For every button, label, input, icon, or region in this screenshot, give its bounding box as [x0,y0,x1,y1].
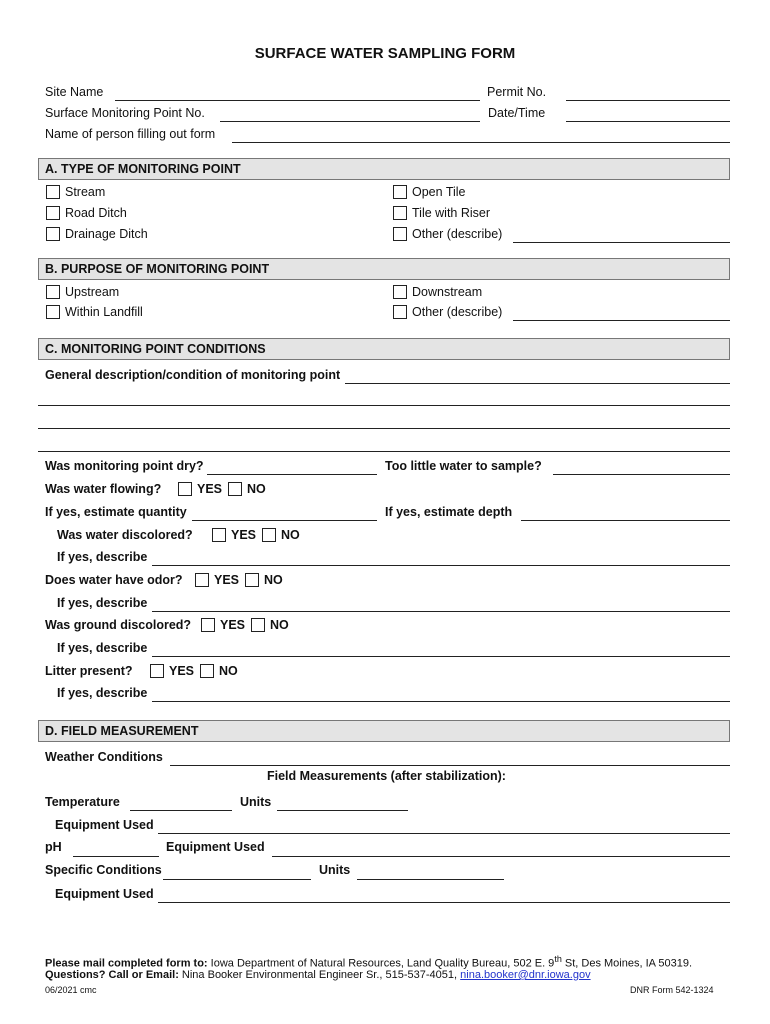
est-quantity-field[interactable] [192,520,377,521]
other-b-label: Other (describe) [412,305,503,319]
date-time-label: Date/Time [488,106,546,120]
specific-units-field[interactable] [357,879,504,880]
temperature-units-field[interactable] [277,810,408,811]
weather-label: Weather Conditions [45,750,163,764]
downstream-label: Downstream [412,285,483,299]
too-little-field[interactable] [553,474,730,475]
specific-conditions-label: Specific Conditions [45,863,162,877]
questions-label: Questions? Call or Email: [45,969,179,981]
ph-field[interactable] [73,856,159,857]
email-link[interactable]: nina.booker@dnr.iowa.gov [460,969,591,981]
temperature-field[interactable] [130,810,232,811]
mail-address: Iowa Department of Natural Resources, Land Quality Bureau, 502 E. 9 [210,957,555,970]
general-description-line-2[interactable] [38,405,730,406]
date-time-field[interactable] [566,121,730,122]
mail-line [45,954,692,970]
within-landfill-checkbox[interactable] [46,305,60,319]
discolored-label: Was water discolored? [57,528,193,542]
flowing-no-checkbox[interactable] [228,482,242,496]
drainage-ditch-label: Drainage Ditch [65,227,148,241]
general-description-line-3[interactable] [38,428,730,429]
odor-label: Does water have odor? [45,573,183,587]
field-measurements-label: Field Measurements (after stabilization): [267,769,506,783]
flowing-yes-label: YES [197,482,223,496]
specific-equipment-field[interactable] [158,902,730,903]
ground-describe-label: If yes, describe [57,641,148,655]
dry-label: Was monitoring point dry? [45,459,204,473]
drainage-ditch-checkbox[interactable] [46,227,60,241]
temp-equipment-label: Equipment Used [55,818,154,832]
form-title: SURFACE WATER SAMPLING FORM [254,45,516,62]
litter-no-checkbox[interactable] [200,664,214,678]
person-field[interactable] [232,142,730,143]
open-tile-checkbox[interactable] [393,185,407,199]
person-label: Name of person filling out form [45,127,216,141]
discolored-yes-label: YES [231,528,257,542]
mail-sup: th [554,954,562,964]
general-description-label: General description/condition of monitoring point [45,368,341,382]
litter-label: Litter present? [45,664,133,678]
litter-describe-field[interactable] [152,701,730,702]
odor-describe-label: If yes, describe [57,596,148,610]
odor-yes-checkbox[interactable] [195,573,209,587]
temp-equipment-field[interactable] [158,833,730,834]
ground-no-checkbox[interactable] [251,618,265,632]
est-depth-field[interactable] [521,520,730,521]
road-ditch-checkbox[interactable] [46,206,60,220]
stream-label: Stream [65,185,106,199]
site-name-label: Site Name [45,85,104,99]
other-b-field[interactable] [513,320,730,321]
litter-yes-label: YES [169,664,195,678]
ground-no-label: NO [270,618,289,632]
stream-checkbox[interactable] [46,185,60,199]
flowing-no-label: NO [247,482,266,496]
flowing-label: Was water flowing? [45,482,162,496]
discolored-no-checkbox[interactable] [262,528,276,542]
general-description-line-4[interactable] [38,451,730,452]
discolored-yes-checkbox[interactable] [212,528,226,542]
tile-riser-label: Tile with Riser [412,206,491,220]
ph-equipment-label: Equipment Used [166,840,265,854]
est-quantity-label: If yes, estimate quantity [45,505,187,519]
other-a-label: Other (describe) [412,227,503,241]
flowing-yes-checkbox[interactable] [178,482,192,496]
upstream-label: Upstream [65,285,120,299]
specific-conditions-field[interactable] [163,879,311,880]
temperature-label: Temperature [45,795,120,809]
other-a-checkbox[interactable] [393,227,407,241]
section-a-heading: A. TYPE OF MONITORING POINT [38,158,730,180]
odor-no-checkbox[interactable] [245,573,259,587]
ground-yes-label: YES [220,618,246,632]
mail-address-end: St, Des Moines, IA 50319. [564,957,693,970]
section-d-heading: D. FIELD MEASUREMENT [38,720,730,742]
ground-yes-checkbox[interactable] [201,618,215,632]
too-little-label: Too little water to sample? [385,459,542,473]
temperature-units-label: Units [240,795,272,809]
ground-describe-field[interactable] [152,656,730,657]
site-name-field[interactable] [115,100,480,101]
tile-riser-checkbox[interactable] [393,206,407,220]
other-b-checkbox[interactable] [393,305,407,319]
form-number: DNR Form 542-1324 [630,985,714,995]
upstream-checkbox[interactable] [46,285,60,299]
road-ditch-label: Road Ditch [65,206,127,220]
odor-no-label: NO [264,573,283,587]
general-description-field[interactable] [345,383,730,384]
permit-no-field[interactable] [566,100,730,101]
downstream-checkbox[interactable] [393,285,407,299]
section-c-heading: C. MONITORING POINT CONDITIONS [38,338,730,360]
weather-field[interactable] [170,765,730,766]
smp-no-field[interactable] [220,121,480,122]
discolored-describe-label: If yes, describe [57,550,148,564]
within-landfill-label: Within Landfill [65,305,143,319]
discolored-no-label: NO [281,528,300,542]
odor-describe-field[interactable] [152,611,730,612]
litter-yes-checkbox[interactable] [150,664,164,678]
ph-equipment-field[interactable] [272,856,730,857]
est-depth-label: If yes, estimate depth [385,505,513,519]
section-b-heading: B. PURPOSE OF MONITORING POINT [38,258,730,280]
mail-label: Please mail completed form to: [45,957,208,970]
litter-no-label: NO [219,664,238,678]
questions-text: Nina Booker Environmental Engineer Sr., 515-537-4051, [181,969,458,981]
ph-label: pH [45,840,62,854]
permit-no-label: Permit No. [487,85,547,99]
discolored-describe-field[interactable] [152,565,730,566]
questions-line [45,969,591,981]
revision-date: 06/2021 cmc [45,985,97,995]
specific-units-label: Units [319,863,351,877]
dry-field[interactable] [207,474,377,475]
smp-no-label: Surface Monitoring Point No. [45,106,205,120]
other-a-field[interactable] [513,242,730,243]
litter-describe-label: If yes, describe [57,686,148,700]
odor-yes-label: YES [214,573,240,587]
open-tile-label: Open Tile [412,185,466,199]
ground-label: Was ground discolored? [45,618,192,632]
specific-equipment-label: Equipment Used [55,887,154,901]
